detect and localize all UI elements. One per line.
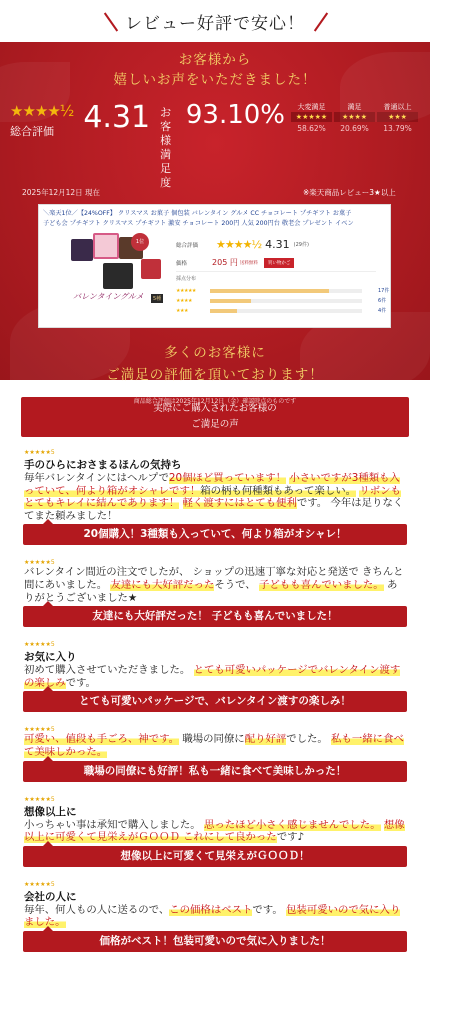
review-stars: ★★★★★5	[24, 726, 55, 734]
product-name: バレンタイングルメ	[73, 292, 144, 301]
review-summary-banner: 想像以上に可愛くて見栄えがＧＯＯＤ！	[23, 846, 407, 867]
review-item	[0, 559, 430, 604]
decorative-slash-left	[104, 12, 118, 31]
satisfaction-value: 93.10%	[185, 100, 285, 130]
review-title: 想像以上に	[24, 805, 77, 818]
review-item	[0, 641, 430, 689]
review-body: 初めて購入させていただきました。 とても可愛いパッケージでバレンタイン渡すの楽しみです。	[24, 664, 401, 689]
review-body: バレンタイン間近の注文でしたが、 ショップの迅速丁寧な対応と発送で きちんと間にあいました。 友達にも大好評だったそうで、 子どもも喜んでいました。 ありがとうございました★	[24, 566, 404, 604]
reviews-section-title: 実際にご購入されたお客様の ご満足の声	[21, 397, 409, 437]
review-summary-banner: 20個購入！3種類も入っていて、何より箱がオシャレ！	[23, 524, 407, 545]
review-summary-banner: 職場の同僚にも好評！私も一緒に食べて美味しかった！	[23, 761, 407, 782]
review-title: 会社の人に	[24, 890, 77, 903]
overall-score: 4.31	[83, 100, 151, 135]
product-score: 4.31	[265, 238, 290, 251]
distribution-bar: ★★★ 4件	[176, 307, 387, 314]
product-title-line2: 子ども会 プチギフト クリスマス プチギフト 激安 チョコレート 200円 人気 200円台 敬老会 プレゼント イベン	[43, 220, 354, 227]
distribution-label: 採点分布	[176, 276, 197, 282]
add-to-cart-button: 買い物かご	[264, 258, 295, 268]
hero-intro-line1: お客様から	[178, 52, 252, 68]
overall-stars: ★★★★½	[10, 102, 74, 120]
section-header-title: レビュー好評で安心！	[125, 13, 305, 34]
distribution-column: 普通以上 ★★★ 13.79%	[377, 102, 418, 133]
review-title: お気に入り	[24, 651, 77, 664]
overall-label: 総合評価	[10, 125, 54, 138]
product-page-screenshot	[38, 204, 391, 328]
distribution-bar: ★★★★★ 17件	[176, 287, 390, 294]
rating-footnote: 商品総合評価は2025年12月12日（金）確認時点のものです	[133, 398, 297, 405]
review-item	[0, 796, 430, 844]
review-body: 小っちゃい事は承知で購入しました。 思ったほど小さく感じませんでした。 想像以上に可愛くて見栄えがＧＯＯＤ これにして良かったです♪	[24, 818, 405, 844]
review-count: (29件)	[293, 242, 309, 248]
product-rating-row: 総合評価 ★★★★½ 4.31 (29件)	[176, 238, 309, 251]
rating-date: 2025年12月12日 現在	[22, 188, 101, 197]
distribution-column: 大変満足 ★★★★★ 58.62%	[291, 102, 332, 133]
distribution-bar: ★★★★ 6件	[176, 297, 387, 304]
review-summary-banner: 価格がベスト！包装可愛いので気に入りました！	[23, 931, 407, 952]
hero-outro-line1: 多くのお客様に	[164, 345, 266, 361]
review-stars: ★★★★★5	[24, 449, 55, 456]
decorative-slash-right	[314, 12, 328, 31]
rating-hero	[0, 42, 430, 405]
review-item	[0, 881, 430, 929]
hero-outro	[0, 342, 430, 386]
review-stars: ★★★★★5	[24, 641, 55, 649]
review-item	[0, 449, 430, 522]
review-item	[0, 726, 430, 758]
review-summary-banner: とても可愛いパッケージで、バレンタイン渡すの楽しみ！	[23, 691, 407, 712]
review-summary-banner: 友達にも大好評だった！ 子どもも喜んでいました！	[23, 606, 407, 627]
distribution-column: 満足 ★★★★ 20.69%	[334, 102, 375, 133]
review-title: 手のひらにおさまるほんの気持ち	[24, 459, 182, 471]
review-body: 毎年、何人もの人に送るので、この価格はベストです。 包装可愛いので気に入りました。	[24, 903, 401, 929]
review-body: 毎年バレンタインにはヘルプで20個ほど買っています！ 小さいですが3種類も入っていて、何より箱がオシャレです！箱の柄も何種類もあって楽しい。 リボンもとてもキレイに結んであります！ 軽く渡すにはとても便利です。 今年は足りなくてまた頼みました！	[24, 472, 404, 522]
review-list	[0, 449, 430, 952]
product-price-row: 価格 205 円 送料無料 買い物かご	[176, 257, 294, 268]
review-body: 可愛い、値段も手ごろ、神です。 職場の同僚に配り好評でした。 私も一緒に食べて美味しかった。	[24, 733, 404, 758]
section-header	[0, 0, 430, 42]
product-stars: ★★★★½	[216, 238, 262, 251]
rating-note: ※楽天商品レビュー3★以上	[303, 188, 396, 197]
product-title-line1: ＼楽天1位／【24%OFF】 クリスマス お菓子 個包装 バレンタイン グルメ CC チョコレート プチギフト お菓子	[43, 210, 352, 217]
review-stars: ★★★★★5	[24, 559, 55, 567]
product-image: 1位	[63, 233, 159, 303]
hero-intro-line2: 嬉しいお声をいただきました！	[113, 72, 317, 88]
hero-outro-line2: ご満足の評価を頂いております！	[106, 367, 324, 383]
satisfaction-label: お客様 満足度	[160, 106, 172, 189]
review-stars: ★★★★★5	[24, 795, 55, 803]
shipping-label: 送料無料	[239, 260, 258, 266]
product-badge: 5種	[153, 296, 162, 302]
review-stars: ★★★★★5	[24, 880, 55, 888]
product-price: 205 円	[212, 258, 238, 267]
